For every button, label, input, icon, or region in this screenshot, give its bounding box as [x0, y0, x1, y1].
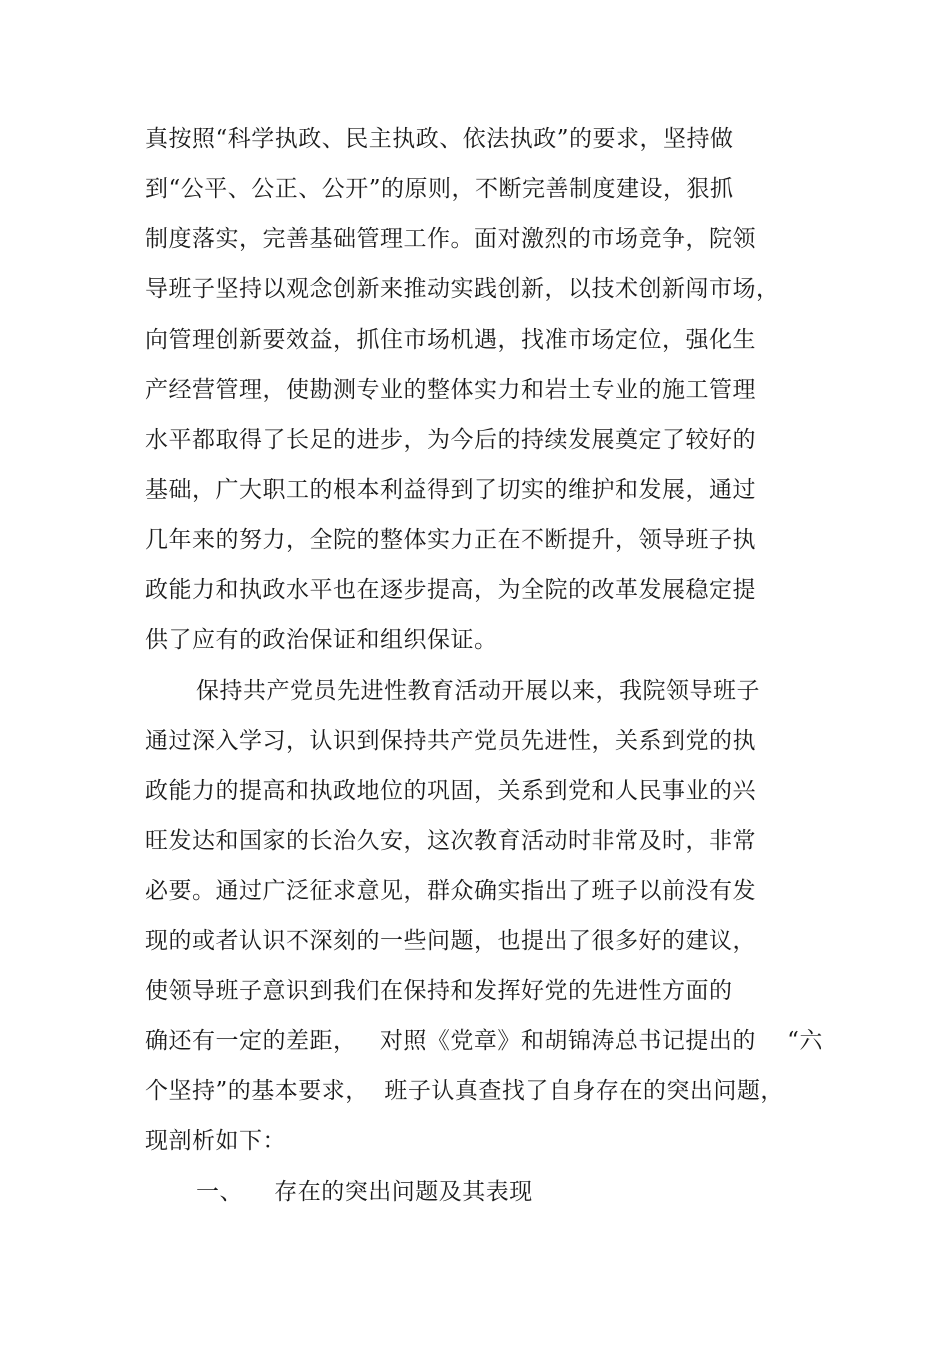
- paragraph-1-line-7: 水平都取得了长足的进步，为今后的持续发展奠定了较好的: [145, 427, 756, 453]
- paragraph-2-line-4: 旺发达和国家的长治久安，这次教育活动时非常及时，非常: [145, 828, 756, 854]
- paragraph-1-line-8: 基础，广大职工的根本利益得到了切实的维护和发展，通过: [145, 477, 756, 503]
- paragraph-1-line-9: 几年来的努力，全院的整体实力正在不断提升，领导班子执: [145, 527, 756, 553]
- paragraph-1-line-3: 制度落实，完善基础管理工作。面对激烈的市场竞争，院领: [145, 226, 756, 252]
- paragraph-2-line-8: 确还有一定的差距， 对照《党章》和胡锦涛总书记提出的 “六: [145, 1028, 823, 1054]
- paragraph-2-line-5: 必要。通过广泛征求意见，群众确实指出了班子以前没有发: [145, 878, 756, 904]
- paragraph-2-line-2: 通过深入学习，认识到保持共产党员先进性，关系到党的执: [145, 728, 756, 754]
- paragraph-1-line-1: 真按照“科学执政、民主执政、依法执政”的要求，坚持做: [145, 126, 734, 152]
- paragraph-2-line-6: 现的或者认识不深刻的一些问题，也提出了很多好的建议，: [145, 928, 756, 954]
- paragraph-2-line-10: 现剖析如下：: [145, 1128, 286, 1154]
- section-heading: 一、 存在的突出问题及其表现: [196, 1179, 533, 1205]
- paragraph-2-line-1: 保持共产党员先进性教育活动开展以来，我院领导班子: [196, 678, 760, 704]
- paragraph-2-line-9: 个坚持”的基本要求， 班子认真查找了自身存在的突出问题，: [145, 1078, 784, 1104]
- paragraph-1-line-10: 政能力和执政水平也在逐步提高，为全院的改革发展稳定提: [145, 577, 756, 603]
- paragraph-2-line-3: 政能力的提高和执政地位的巩固，关系到党和人民事业的兴: [145, 778, 756, 804]
- paragraph-2-line-7: 使领导班子意识到我们在保持和发挥好党的先进性方面的: [145, 978, 733, 1004]
- paragraph-1-line-2: 到“公平、公正、公开”的原则，不断完善制度建设，狠抓: [145, 176, 734, 202]
- paragraph-1-line-5: 向管理创新要效益，抓住市场机遇，找准市场定位，强化生: [145, 327, 756, 353]
- paragraph-1-line-11: 供了应有的政治保证和组织保证。: [145, 627, 498, 653]
- paragraph-1-line-6: 产经营管理，使勘测专业的整体实力和岩土专业的施工管理: [145, 377, 756, 403]
- paragraph-1-line-4: 导班子坚持以观念创新来推动实践创新，以技术创新闯市场，: [145, 276, 780, 302]
